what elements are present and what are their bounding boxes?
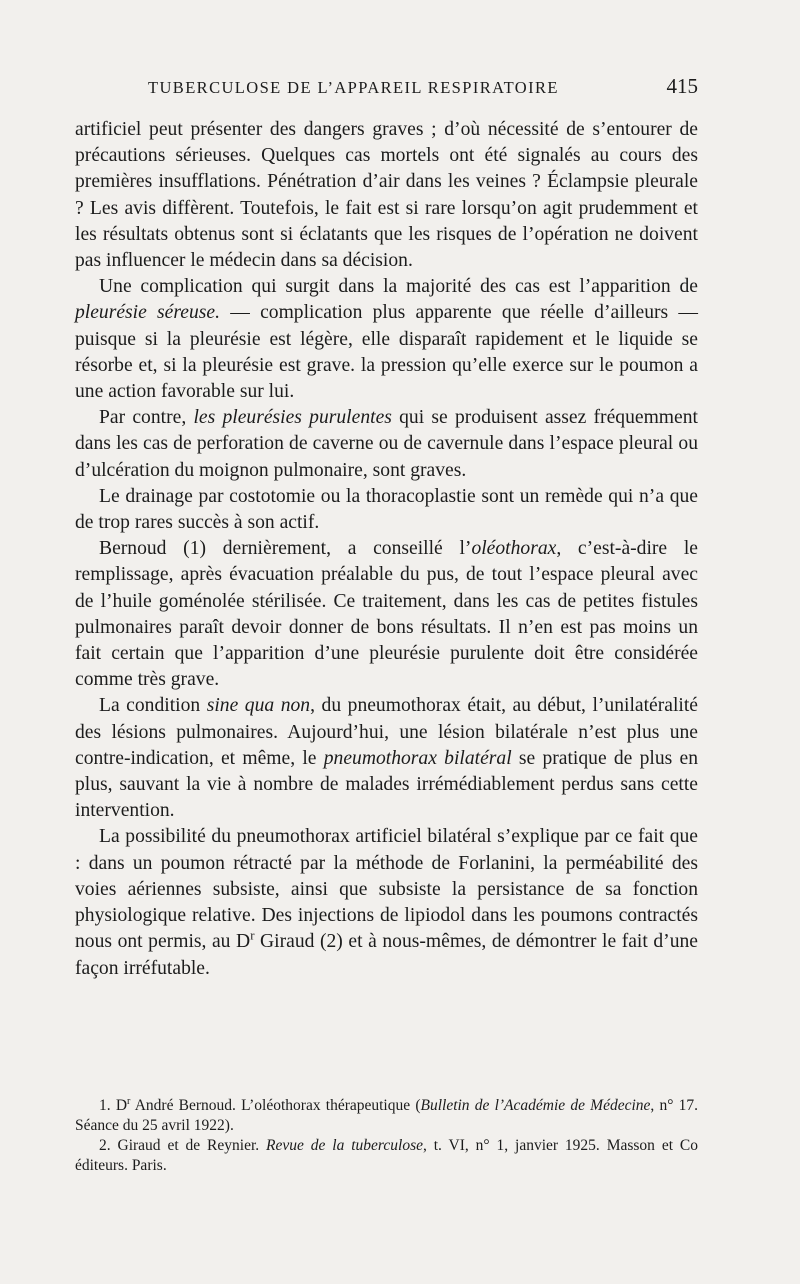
- text-run: La condition: [99, 695, 207, 717]
- superscript-run: r: [127, 1095, 131, 1107]
- body-text: [75, 117, 698, 982]
- text-run: Par contre,: [99, 407, 194, 429]
- text-run: , du pneumothorax était, au début, l’unilatéralité des lésions pulmonaires. Aujourd’hui, une lésion bilatérale n’est plus une contre-indication, et même, le: [75, 695, 698, 769]
- italic-text-run: Revue de la tuberculose: [266, 1137, 423, 1154]
- paragraph: [75, 484, 698, 536]
- footnote: [75, 1136, 698, 1176]
- text-run: Le drainage par costotomie ou la thoracoplastie sont un remède qui n’a que de trop rares succès à son actif.: [75, 485, 698, 534]
- text-run: qui se produisent assez fréquemment dans les cas de perforation de caverne ou de cavernule dans l’espace pleural ou d’ulcération du moignon pulmonaire, sont graves.: [75, 407, 698, 481]
- text-run: , n° 17. Séance du 25 avril 1922).: [75, 1097, 698, 1134]
- text-run: artificiel peut présenter des dangers graves ; d’où nécessité de s’entourer de précautions sérieuses. Quelques cas mortels ont été signalés au cours des premières insufflations. Pénétration d’air dans les veines ? Éclampsie pleurale ? Les avis diffèrent. Toutefois, le fait est si rare lorsqu’on agit prudemment et les résultats obtenus sont si éclatants que les risques de l’opération ne doivent pas influencer le médecin dans sa décision.: [75, 119, 698, 272]
- running-head: [148, 74, 698, 99]
- text-run: Une complication qui surgit dans la majorité des cas est l’apparition de: [99, 276, 698, 298]
- running-title: TUBERCULOSE DE L’APPAREIL RESPIRATOIRE: [148, 78, 559, 97]
- footnote: [75, 1096, 698, 1136]
- italic-text-run: pneumothorax bilatéral: [323, 747, 512, 769]
- text-run: , t. VI, n° 1, janvier 1925. Masson et Co éditeurs. Paris.: [75, 1137, 698, 1174]
- text-run: La possibilité du pneumothorax artificiel bilatéral s’explique par ce fait que : dans un poumon rétracté par la méthode de Forlanini, la perméabilité des voies aériennes subsiste, ainsi que subsiste la persistance de sa fonction physiologique relative. Des injections de lipiodol dans les poumons contractés nous ont permis, au D: [75, 826, 698, 953]
- paragraph: [75, 117, 698, 274]
- text-run: 1. D: [99, 1097, 128, 1114]
- italic-text-run: Bulletin de l’Académie de Médecine: [420, 1097, 651, 1114]
- paragraph: [75, 536, 698, 693]
- paragraph: [75, 405, 698, 484]
- text-run: — complication plus apparente que réelle d’ailleurs — puisque si la pleurésie est légère, elle disparaît rapidement et le liquide se résorbe et, si la pleurésie est grave. la pression qu’elle exerce sur le poumon a une action favorable sur lui.: [75, 302, 698, 403]
- paragraph: [75, 274, 698, 405]
- italic-text-run: les pleurésies purulentes: [193, 407, 392, 429]
- page-number: 415: [666, 74, 698, 98]
- italic-text-run: sine qua non: [206, 695, 311, 717]
- text-run: se pratique de plus en plus, sauvant la vie à nombre de malades irrémédiablement perdus sans cette intervention.: [75, 747, 698, 822]
- text-run: , c’est-à-dire le remplissage, après évacuation préalable du pus, de tout l’espace pleural avec de l’huile goménolée stérilisée. Ce traitement, dans les cas de petites fistules pulmonaires paraît devoir donner de bons résultats. Il n’en est pas moins un fait certain que l’apparition d’une pleurésie purulente doit être considérée comme très grave.: [75, 538, 698, 691]
- paragraph: [75, 824, 698, 981]
- text-run: Bernoud (1) dernièrement, a conseillé l’: [99, 538, 472, 560]
- footnotes: [75, 1096, 698, 1176]
- italic-text-run: oléothorax: [471, 538, 557, 560]
- superscript-run: r: [250, 928, 255, 943]
- paragraph: [75, 693, 698, 824]
- text-run: André Bernoud. L’oléothorax thérapeutique (: [130, 1097, 421, 1114]
- italic-text-run: pleurésie séreuse.: [75, 302, 220, 324]
- text-run: 2. Giraud et de Reynier.: [99, 1137, 267, 1154]
- text-run: Giraud (2) et à nous-mêmes, de démontrer le fait d’une façon irréfutable.: [75, 931, 698, 979]
